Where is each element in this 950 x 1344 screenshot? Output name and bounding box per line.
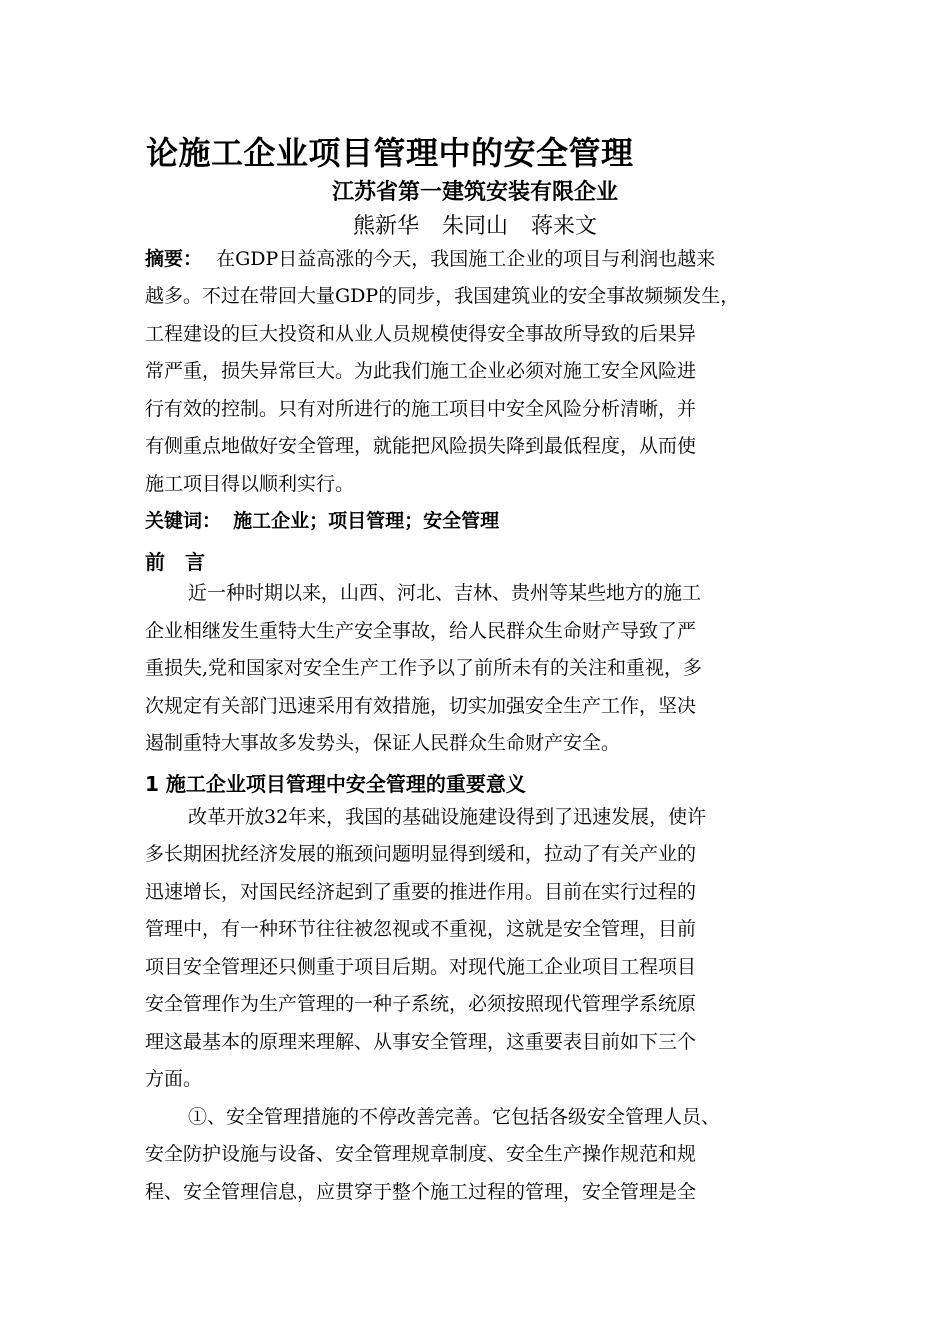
preface-line: 近一种时期以来，山西、河北、吉林、贵州等某些地方的施工: [188, 582, 702, 604]
author-name: 蒋来文: [531, 214, 598, 239]
section-1-heading: 1 施工企业项目管理中安全管理的重要意义: [145, 772, 526, 796]
section-1-line: 理这最基本的原理来理解、从事安全管理，这重要表目前如下三个: [145, 1031, 697, 1053]
keywords-label: 关键词：: [145, 510, 222, 532]
preface-heading: 前 言: [145, 550, 205, 574]
preface-line: 遏制重特大事故多发势头，保证人民群众生命财产安全。: [145, 732, 621, 754]
section-1-line: 项目安全管理还只侧重于项目后期。对现代施工企业项目工程项目: [145, 956, 697, 978]
keywords-value: 施工企业；项目管理；安全管理: [233, 510, 500, 532]
author-list: [0, 209, 950, 240]
abstract-line: 常严重，损失异常巨大。为此我们施工企业必须对施工安全风险进: [145, 360, 697, 382]
abstract-line: [145, 248, 715, 270]
section-1-line: 安全管理作为生产管理的一种子系统，必须按照现代管理学系统原: [145, 993, 697, 1015]
section-1-line: ①、安全管理措施的不停改善完善。它包括各级安全管理人员、: [188, 1106, 721, 1128]
section-1-line: 程、安全管理信息，应贯穿于整个施工过程的管理，安全管理是全: [145, 1181, 697, 1203]
abstract-label: 摘要：: [145, 248, 203, 270]
preface-line: 次规定有关部门迅速采用有效措施，切实加强安全生产工作，坚决: [145, 695, 697, 717]
preface-line: 企业相继发生重特大生产安全事故，给人民群众生命财产导致了严: [145, 620, 697, 642]
abstract-line: 工程建设的巨大投资和从业人员规模使得安全事故所导致的后果异: [145, 323, 697, 345]
abstract-line: 有侧重点地做好安全管理，就能把风险损失降到最低程度，从而使: [145, 435, 697, 457]
section-1-line: 多长期困扰经济发展的瓶颈问题明显得到缓和，拉动了有关产业的: [145, 843, 697, 865]
organization-name: 江苏省第一建筑安装有限企业: [331, 180, 618, 205]
author-name: 朱同山: [441, 214, 508, 239]
author-name: 熊新华: [352, 214, 419, 239]
document-title: 论施工企业项目管理中的安全管理: [146, 134, 634, 172]
abstract-text: 在GDP日益高涨的今天，我国施工企业的项目与利润也越来: [216, 248, 716, 270]
preface-line: 重损失,党和国家对安全生产工作予以了前所未有的关注和重视，多: [145, 657, 703, 679]
section-1-line: 安全防护设施与设备、安全管理规章制度、安全生产操作规范和规: [145, 1143, 697, 1165]
keywords-line: [145, 510, 499, 532]
abstract-line: 越多。不过在带回大量GDP的同步，我国建筑业的安全事故频频发生，: [145, 285, 740, 307]
abstract-line: 施工项目得以顺利实行。: [145, 473, 355, 495]
section-1-line: 改革开放32年来，我国的基础设施建设得到了迅速发展，使许: [188, 806, 707, 828]
abstract-line: 行有效的控制。只有对所进行的施工项目中安全风险分析清晰，并: [145, 398, 697, 420]
section-1-line: 迅速增长，对国民经济起到了重要的推进作用。目前在实行过程的: [145, 881, 697, 903]
section-1-line: 管理中，有一种环节往往被忽视或不重视，这就是安全管理，目前: [145, 918, 697, 940]
section-1-line: 方面。: [145, 1068, 203, 1090]
